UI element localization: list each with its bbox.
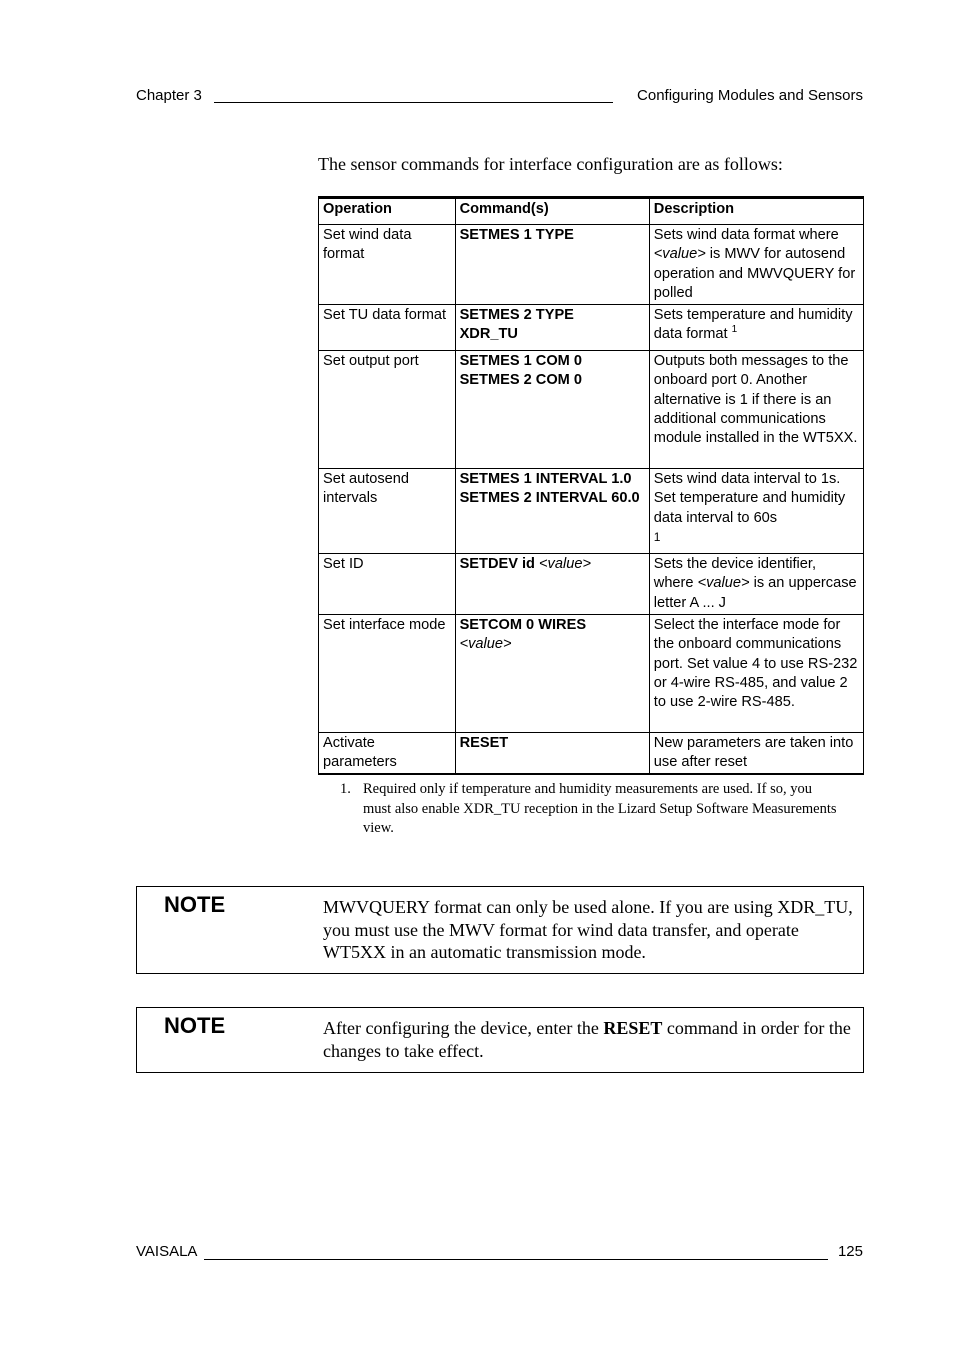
chapter-title: Configuring Modules and Sensors (637, 87, 863, 104)
footnote-text: Required only if temperature and humidity measurements are used. If so, you must also enable XDR_TU reception in the Lizard Setup Software Measurements view. (363, 781, 837, 836)
cell-command: SETCOM 0 WIRES <value> (455, 615, 649, 733)
note-box (136, 1007, 864, 1073)
note-label: NOTE (164, 892, 226, 917)
cell-description: Sets temperature and humidity data format $^1$ (649, 305, 863, 351)
cell-command: SETMES 2 TYPE XDR_TU (455, 305, 649, 351)
header-description: Description (649, 198, 863, 225)
cell-description: Outputs both messages to the onboard port 0. Another alternative is 1 if there is an additional communications module installed in the WT5XX. (649, 351, 863, 469)
cell-command: SETMES 1 TYPE (455, 225, 649, 305)
table-row (319, 351, 864, 469)
cell-description: Sets wind data format where <value> is MWV for autosend operation and MWVQUERY for polled (649, 225, 863, 305)
header-commands: Command(s) (455, 198, 649, 225)
cell-operation: Set autosend intervals (319, 469, 456, 554)
cell-description: New parameters are taken into use after reset (649, 733, 863, 774)
cell-operation: Set output port (319, 351, 456, 469)
cell-command: SETMES 1 INTERVAL 1.0 SETMES 2 INTERVAL 60.0 (455, 469, 649, 554)
header-rule (214, 102, 613, 103)
intro-paragraph: The sensor commands for interface configuration are as follows: (318, 154, 783, 174)
cell-operation: Set interface mode (319, 615, 456, 733)
chapter-label: Chapter 3 (136, 87, 202, 104)
table-row (319, 733, 864, 774)
footnote-number: 1. (340, 781, 351, 797)
footnote-ref: 1 (653, 529, 661, 544)
page-number: 125 (837, 1243, 863, 1260)
table-row (319, 554, 864, 615)
table-row (319, 469, 864, 554)
cell-command: RESET (455, 733, 649, 774)
reset-command: RESET (603, 1018, 663, 1038)
note-label: NOTE (164, 1013, 226, 1038)
page-header (136, 87, 863, 107)
table-row (319, 225, 864, 305)
commands-table (318, 196, 864, 775)
cell-command: SETDEV id <value> (455, 554, 649, 615)
cell-description: Sets wind data interval to 1s. Set temperature and humidity data interval to 60s 1 (649, 469, 863, 554)
company-name: VAISALA (136, 1243, 198, 1260)
cell-operation: Activate parameters (319, 733, 456, 774)
table-row (319, 615, 864, 733)
cell-description: Select the interface mode for the onboard communications port. Set value 4 to use RS-232 or 4-wire RS-485, and value 2 to use 2-wire RS-485. (649, 615, 863, 733)
table-row (319, 305, 864, 351)
note-text: After configuring the device, enter the RESET command in order for the changes to take effect. (323, 1018, 851, 1061)
cell-operation: Set ID (319, 554, 456, 615)
note-box (136, 886, 864, 974)
footer-rule (204, 1259, 828, 1260)
header-operation: Operation (319, 198, 456, 225)
cell-operation: Set wind data format (319, 225, 456, 305)
table-header-row (319, 198, 864, 225)
table-footnote (340, 780, 840, 839)
cell-description: Sets the device identifier, where <value> is an uppercase letter A ... J (649, 554, 863, 615)
footnote-ref: 1 (731, 324, 738, 336)
page-footer (136, 1243, 863, 1263)
note-text: MWVQUERY format can only be used alone. If you are using XDR_TU, you must use the MWV format for wind data transfer, and operate WT5XX in an automatic transmission mode. (323, 897, 853, 962)
cell-command: SETMES 1 COM 0 SETMES 2 COM 0 (455, 351, 649, 469)
cell-operation: Set TU data format (319, 305, 456, 351)
